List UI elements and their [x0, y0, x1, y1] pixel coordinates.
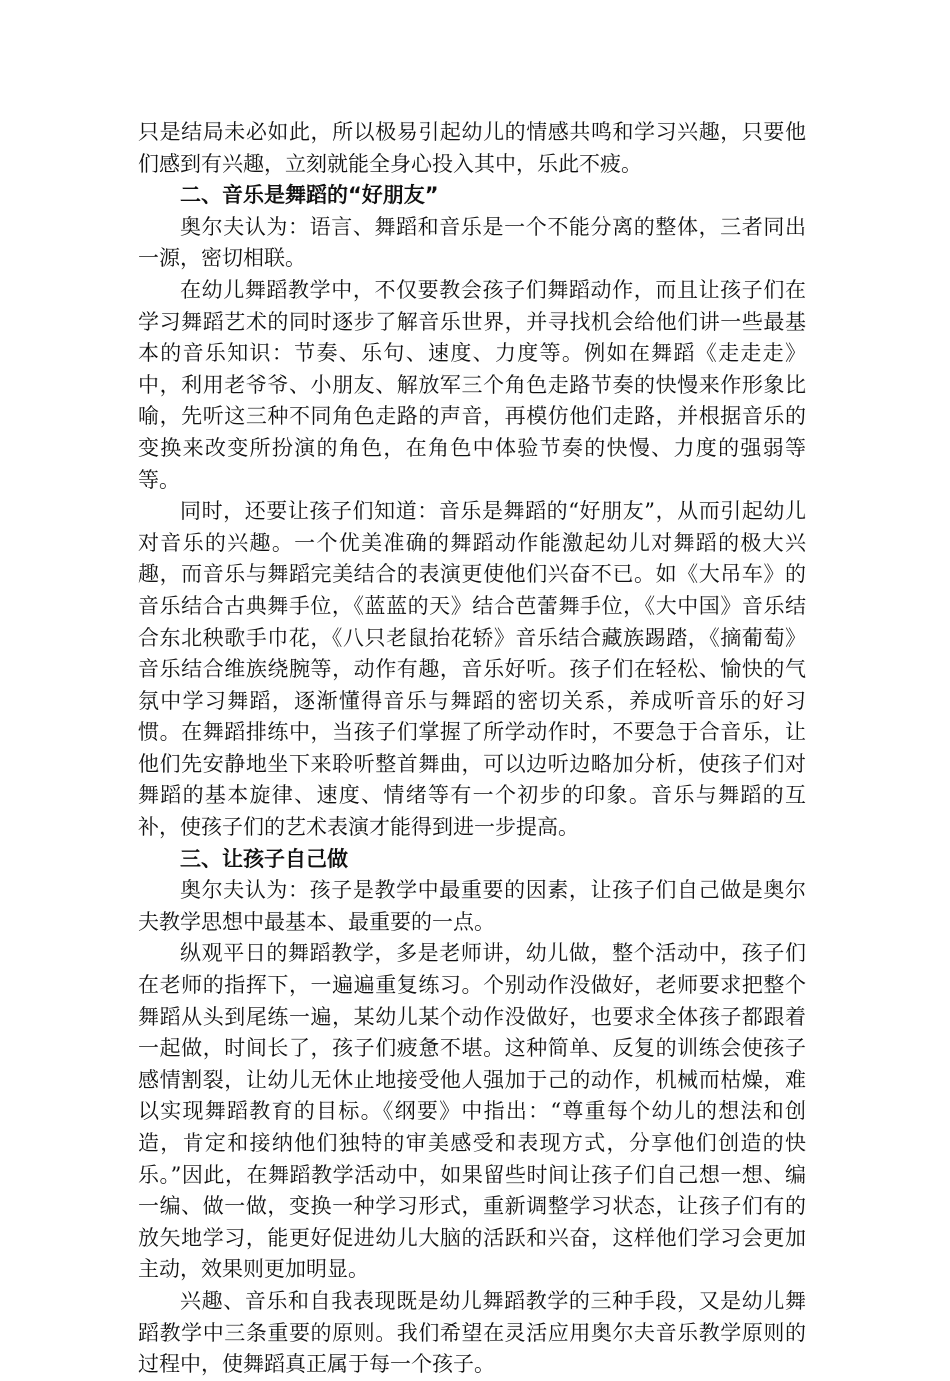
- paragraph: 奥尔夫认为：语言、舞蹈和音乐是一个不能分离的整体，三者同出一源，密切相联。: [138, 214, 806, 271]
- intro-paragraph: 只是结局未必如此，所以极易引起幼儿的情感共鸣和学习兴趣，只要他们感到有兴趣，立刻就能全身心投入其中，乐此不疲。: [138, 120, 806, 176]
- paragraph: 奥尔夫认为：孩子是教学中最重要的因素，让孩子们自己做是奥尔夫教学思想中最基本、最重要的一点。: [138, 878, 806, 934]
- paragraph: 兴趣、音乐和自我表现既是幼儿舞蹈教学的三种手段，又是幼儿舞蹈教学中三条重要的原则。我们希望在灵活应用奥尔夫音乐教学原则的过程中，使舞蹈真正属于每一个孩子。: [138, 1288, 806, 1377]
- document-page: [138, 117, 806, 1381]
- section-heading-music: 二、音乐是舞蹈的“好朋友”: [180, 183, 439, 208]
- paragraph: 同时，还要让孩子们知道：音乐是舞蹈的“好朋友”，从而引起幼儿对音乐的兴趣。一个优美准确的舞蹈动作能激起幼儿对舞蹈的极大兴趣，而音乐与舞蹈完美结合的表演更使他们兴奋不已。如《大吊车》的音乐结合古典舞手位，《蓝蓝的天》结合芭蕾舞手位，《大中国》音乐结合东北秧歌手巾花，《八只老鼠抬花轿》音乐结合藏族踢踏，《摘葡萄》音乐结合维族绕腕等，动作有趣，音乐好听。孩子们在轻松、愉快的气氛中学习舞蹈，逐渐懂得音乐与舞蹈的密切关系，养成听音乐的好习惯。在舞蹈排练中，当孩子们掌握了所学动作时，不要急于合音乐，让他们先安静地坐下来聆听整首舞曲，可以边听边略加分析，使孩子们对舞蹈的基本旋律、速度、情绪等有一个初步的印象。音乐与舞蹈的互补，使孩子们的艺术表演才能得到进一步提高。: [138, 499, 806, 840]
- paragraph: 纵观平日的舞蹈教学，多是老师讲，幼儿做，整个活动中，孩子们在老师的指挥下，一遍遍重复练习。个别动作没做好，老师要求把整个舞蹈从头到尾练一遍，某幼儿某个动作没做好，也要求全体孩子都跟着一起做，时间长了，孩子们疲惫不堪。这种简单、反复的训练会使孩子感情割裂，让幼儿无休止地接受他人强加于己的动作，机械而枯燥，难以实现舞蹈教育的目标。《纲要》中指出：“尊重每个幼儿的想法和创造，肯定和接纳他们独特的审美感受和表现方式，分享他们创造的快乐。”因此，在舞蹈教学活动中，如果留些时间让孩子们自己想一想、编一编、做一做，变换一种学习形式，重新调整学习状态，让孩子们有的放矢地学习，能更好促进幼儿大脑的活跃和兴奋，这样他们学习会更加主动，效果则更加明显。: [138, 941, 806, 1282]
- section-heading-self: 三、让孩子自己做: [180, 846, 348, 871]
- paragraph: 在幼儿舞蹈教学中，不仅要教会孩子们舞蹈动作，而且让孩子们在学习舞蹈艺术的同时逐步了解音乐世界，并寻找机会给他们讲一些最基本的音乐知识：节奏、乐句、速度、力度等。例如在舞蹈《走走走》中，利用老爷爷、小朋友、解放军三个角色走路节奏的快慢来作形象比喻，先听这三种不同角色走路的声音，再模仿他们走路，并根据音乐的变换来改变所扮演的角色，在角色中体验节奏的快慢、力度的强弱等等。: [138, 277, 806, 492]
